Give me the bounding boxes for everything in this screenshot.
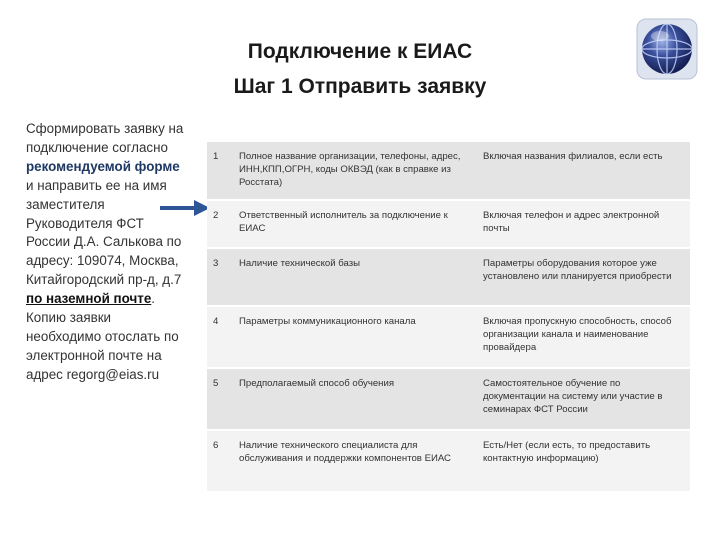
- ground-mail-text: по наземной почте: [26, 291, 152, 307]
- requirements-table: [207, 140, 690, 491]
- step-number: 3: [207, 248, 235, 306]
- slide-subtitle: Шаг 1 Отправить заявку: [233, 75, 487, 98]
- globe-icon: [636, 18, 698, 80]
- step-number: 5: [207, 368, 235, 430]
- instruction-text: [26, 120, 186, 385]
- step-note: Параметры оборудования которое уже установлено или планируется приобрести: [479, 248, 690, 306]
- instruction-part2: и направить ее на имя заместителя Руководителя ФСТ России Д.А. Салькова по адресу: 109074, Москва, Китайгородский пр-д, д.7: [26, 177, 182, 288]
- table-row: [207, 141, 690, 200]
- step-number: 4: [207, 306, 235, 368]
- step-note: Включая названия филиалов, если есть: [479, 141, 690, 200]
- step-item: Наличие технической базы: [235, 248, 479, 306]
- table-row: [207, 248, 690, 306]
- step-note: Включая телефон и адрес электронной почты: [479, 200, 690, 248]
- table-row: [207, 200, 690, 248]
- step-note: Есть/Нет (если есть, то предоставить контактную информацию): [479, 430, 690, 491]
- instruction-part3: . Копию заявки необходимо отослать по электронной почте на адрес regorg@eias.ru: [26, 291, 179, 382]
- step-number: 2: [207, 200, 235, 248]
- slide-title: Подключение к ЕИАС: [247, 40, 473, 63]
- step-item: Параметры коммуникационного канала: [235, 306, 479, 368]
- table-row: [207, 306, 690, 368]
- step-number: 1: [207, 141, 235, 200]
- table-row: [207, 368, 690, 430]
- step-item: Полное название организации, телефоны, адрес, ИНН,КПП,ОГРН, коды ОКВЭД (как в справке из Росстата): [235, 141, 479, 200]
- table-row: [207, 430, 690, 491]
- step-item: Наличие технического специалиста для обслуживания и поддержки компонентов ЕИАС: [235, 430, 479, 491]
- step-item: Ответственный исполнитель за подключение к ЕИАС: [235, 200, 479, 248]
- step-note: Самостоятельное обучение по документации на систему или участие в семинарах ФСТ России: [479, 368, 690, 430]
- arrow-right-icon: [160, 199, 210, 217]
- recommended-form-link: рекомендуемой форме: [26, 158, 180, 174]
- step-number: 6: [207, 430, 235, 491]
- instruction-part1: Сформировать заявку на подключение согласно: [26, 121, 184, 155]
- step-item: Предполагаемый способ обучения: [235, 368, 479, 430]
- step-note: Включая пропускную способность, способ организации канала и наименование провайдера: [479, 306, 690, 368]
